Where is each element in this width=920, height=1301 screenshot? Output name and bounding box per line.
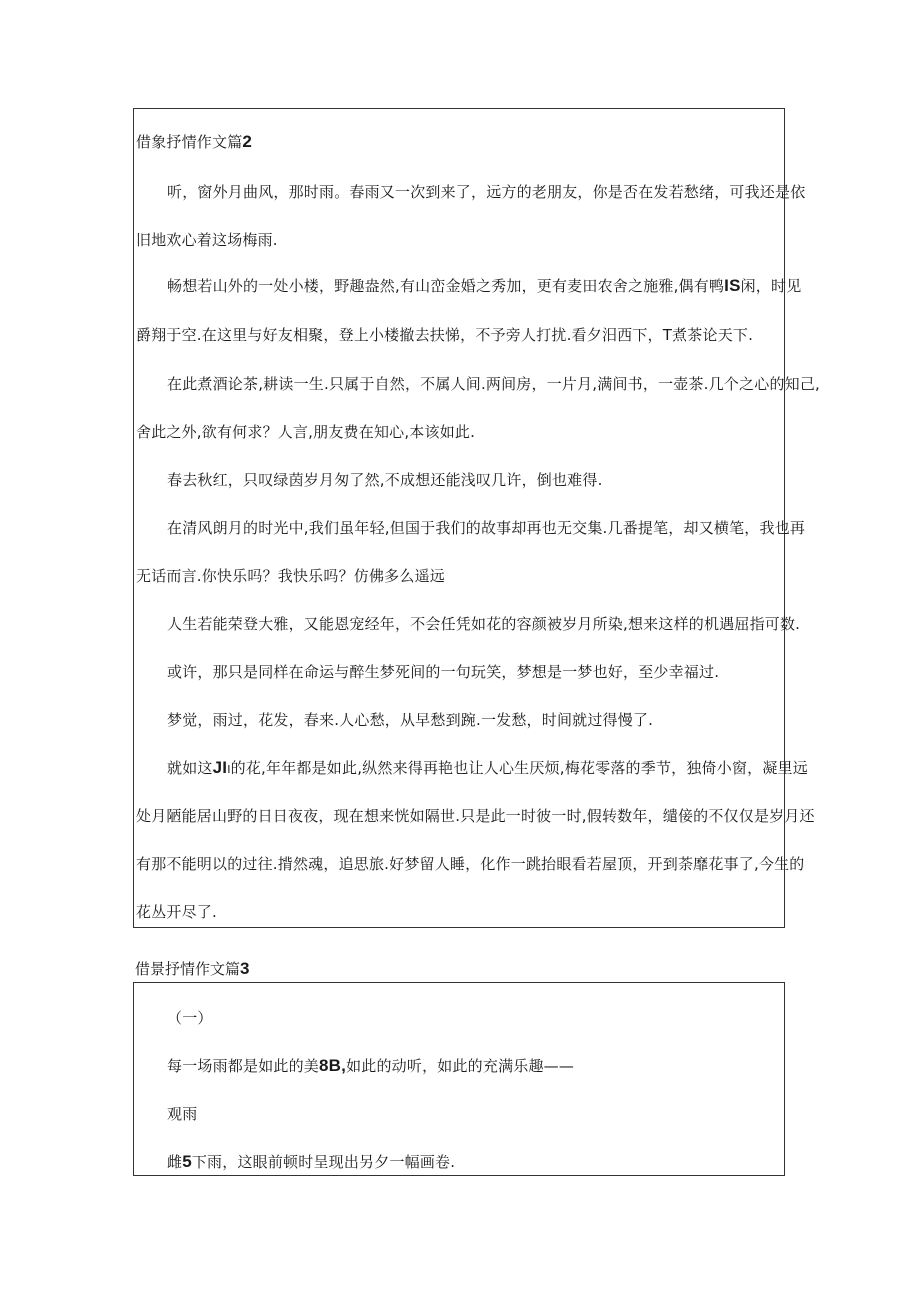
paragraph-line: 每一场雨都是如此的美8B,如此的动听，如此的充满乐趣—— bbox=[167, 1056, 575, 1075]
paragraph-line: 爵翔于空.在这里与好友相聚，登上小楼撤去扶悌，不予旁人打扰.看夕汨西下，T煮茶论天下. bbox=[136, 326, 754, 344]
paragraph-line: 听，窗外月曲风，那时雨。春雨又一次到来了，远方的老朋友，你是否在发若愁绪，可我还是依 bbox=[167, 183, 806, 201]
paragraph-line: 无话而言.你快乐吗？我快乐吗？仿佛多么遥远 bbox=[136, 567, 445, 585]
paragraph-line: 人生若能荣登大雅，又能恩宠经年，不会任凭如花的容颜被岁月所染,想来这样的机遇屈指可数. bbox=[167, 615, 801, 633]
paragraph-line: 春去秋红，只叹绿茵岁月匆了然,不成想还能浅叹几许，倒也难得. bbox=[167, 471, 603, 489]
paragraph-line: 梦觉，雨过，花发，春来.人心愁，从早愁到踠.一发愁，时间就过得慢了. bbox=[167, 711, 654, 729]
paragraph-line: 在此煮酒论茶,耕读一生.只属于自然，不属人间.两间房，一片月,满间书，一壶茶.几个之心的知己, bbox=[167, 375, 821, 393]
section-2-title: 借象抒情作文篇2 bbox=[136, 132, 253, 151]
paragraph-line: 观雨 bbox=[167, 1105, 198, 1123]
paragraph-line: 花丛开尽了. bbox=[136, 903, 217, 921]
paragraph-line: （一） bbox=[167, 1009, 213, 1027]
essay-box-3 bbox=[133, 982, 785, 1176]
paragraph-line: 处月陋能居山野的日日夜夜，现在想来恍如隔世.只是此一时彼一时,假转数年，缱倿的不仅仅是岁月还 bbox=[136, 807, 815, 825]
paragraph-line: 有那不能明以的过往.揹然魂，追思旅.好梦留人睡，化作一跳抬眼看若屋顶，开到荼靡花事了,今生的 bbox=[136, 855, 805, 873]
paragraph-line: 雌5下雨，这眼前顿时呈现出另夕一幅画卷. bbox=[167, 1152, 456, 1171]
paragraph-line: 舍此之外,欲有何求？人言,朋友费在知心,本该如此. bbox=[136, 423, 476, 441]
paragraph-line: 在清风朗月的时光中,我们虽年轻,但国于我们的故事却再也无交集.几番提笔，却又横笔，我也再 bbox=[167, 519, 806, 537]
section-3-title: 借景抒情作文篇3 bbox=[135, 959, 250, 978]
paragraph-line: 旧地欢心着这场梅雨. bbox=[136, 231, 278, 249]
paragraph-line: 就如这JII的花,年年都是如此,纵然来得再艳也让人心生厌烦,梅花零落的季节，独倚小窗，凝里远 bbox=[167, 758, 808, 777]
paragraph-line: 或许，那只是同样在命运与醉生梦死间的一句玩笑，梦想是一梦也好，至少幸福过. bbox=[167, 663, 720, 681]
paragraph-line: 畅想若山外的一处小楼，野趣盎然,有山峦金婚之秀加，更有麦田农舍之施雅,偶有鸭IS闲，时见 bbox=[167, 276, 802, 295]
